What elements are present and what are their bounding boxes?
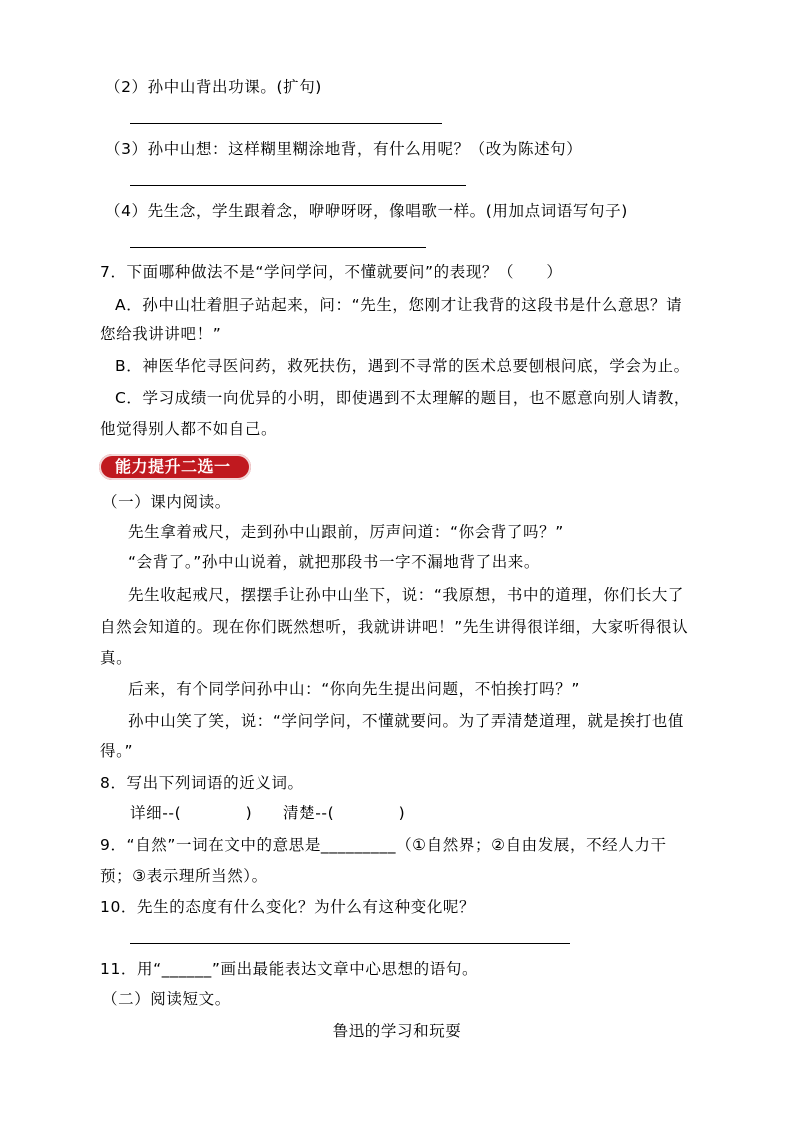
passage-paragraph-5-line1: 孙中山笑了笑，说：“学问学问，不懂就要问。为了弄清楚道理，就是挨打也值 [128,712,685,730]
q7-option-c-line2: 他觉得别人都不如自己。 [100,420,278,438]
q6-item-4: （4）先生念，学生跟着念，咿咿呀呀，像唱歌一样。(用加点词语写句子) [105,202,628,220]
passage-paragraph-3-line1: 先生收起戒尺，摆摆手让孙中山坐下，说：“我原想，书中的道理，你们长大了 [128,586,685,604]
q6-item-3: （3）孙中山想：这样糊里糊涂地背，有什么用呢？（改为陈述句） [105,140,583,158]
passage-paragraph-5-line2: 得。” [100,742,134,760]
part1-heading: （一）课内阅读。 [102,493,231,511]
q10-stem: 10．先生的态度有什么变化？为什么有这种变化呢？ [100,898,476,916]
q7-stem: 7．下面哪种做法不是“学问学问，不懂就要问”的表现？（ ） [100,263,563,281]
answer-line-q10[interactable] [130,943,570,944]
passage-paragraph-3-line3: 真。 [100,649,133,667]
passage-paragraph-2: “会背了。”孙中山说着，就把那段书一字不漏地背了出来。 [128,553,541,571]
section-badge: 能力提升二选一 [99,454,251,480]
answer-line-q6-4[interactable] [130,247,426,248]
q9-line2: 预；③表示理所当然）。 [100,867,268,885]
q8-word-1[interactable]: 详细--( ) [130,804,253,822]
passage-paragraph-1: 先生拿着戒尺，走到孙中山跟前，厉声问道：“你会背了吗？” [128,523,564,541]
q11-stem: 11．用“______”画出最能表达文章中心思想的语句。 [100,960,479,978]
part2-heading: （二）阅读短文。 [102,990,231,1008]
answer-line-q6-3[interactable] [130,185,466,186]
q6-item-2: （2）孙中山背出功课。(扩句) [105,78,322,96]
passage-paragraph-3-line2: 自然会知道的。现在你们既然想听，我就讲讲吧！”先生讲得很详细，大家听得很认 [100,618,689,636]
q9-line1: 9．“自然”一词在文中的意思是_________（①自然界；②自由发展，不经人力干 [100,836,667,854]
q7-option-a-line1: A．孙中山壮着胆子站起来，问：“先生，您刚才让我背的这段书是什么意思？请 [115,296,683,314]
q8-word-2[interactable]: 清楚--( ) [283,804,406,822]
q7-option-c-line1: C．学习成绩一向优异的小明，即使遇到不太理解的题目，也不愿意向别人请教， [115,389,690,407]
q8-stem: 8．写出下列词语的近义词。 [100,774,304,792]
q7-option-b: B．神医华佗寻医问药，救死扶伤，遇到不寻常的医术总要刨根问底，学会为止。 [115,357,690,375]
answer-line-q6-2[interactable] [130,123,442,124]
passage-paragraph-4: 后来，有个同学问孙中山：“你向先生提出问题，不怕挨打吗？” [128,680,580,698]
passage-title: 鲁迅的学习和玩耍 [332,1022,462,1040]
q7-option-a-line2: 您给我讲讲吧！” [100,325,222,343]
